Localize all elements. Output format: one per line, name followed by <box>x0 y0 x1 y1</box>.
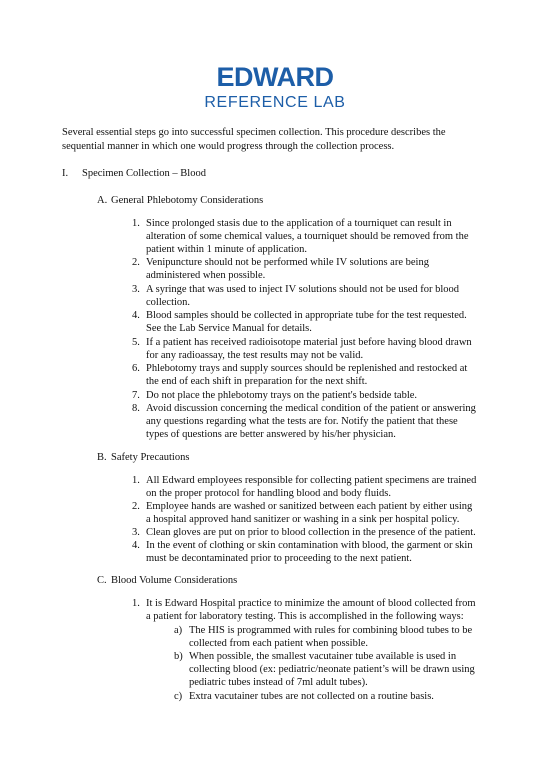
subitem-text <box>189 624 472 650</box>
subsection-b-title: Safety Precautions <box>111 452 190 463</box>
item-number: 2. <box>132 257 140 268</box>
item-line: In the event of clothing or skin contamination with blood, the garment or skin <box>146 540 473 551</box>
logo-edward: EDWARD <box>216 62 334 92</box>
item-line: any questions regarding what the tests are for. Notify the patient that these <box>146 416 458 428</box>
item-line: administered when possible. <box>146 270 266 282</box>
item-number: 2. <box>132 501 140 512</box>
intro-line: sequential manner in which one would progress through the collection process. <box>62 141 395 152</box>
item-number: 6. <box>132 363 140 374</box>
item-line: collection. <box>146 297 191 309</box>
item-number: 7. <box>132 390 140 401</box>
subitem-letter: c) <box>174 691 183 702</box>
section-title: Specimen Collection – Blood <box>82 168 206 179</box>
item-text <box>146 474 476 500</box>
item-line: the end of each shift in preparation for the next shift. <box>146 376 368 388</box>
item-text <box>146 402 476 442</box>
item-line: Since prolonged stasis due to the application of a tourniquet can result in <box>146 218 452 229</box>
subitem-line: collecting blood (ex: pediatric/neonate patient’s will be drawn using <box>189 664 475 676</box>
subitem-line: Extra vacutainer tubes are not collected on a routine basis. <box>189 691 434 702</box>
item-text <box>146 336 472 362</box>
item-line: It is Edward Hospital practice to minimize the amount of blood collected from <box>146 598 476 609</box>
item-number: 4. <box>132 540 140 551</box>
section-number: I. <box>62 168 69 179</box>
item-line: alteration of some chemical values, a tourniquet should be removed from the <box>146 231 469 243</box>
item-number: 3. <box>132 527 140 538</box>
subitem-line: collected from each patient when possible. <box>189 638 369 650</box>
item-text <box>146 526 476 539</box>
item-text <box>146 500 472 526</box>
item-line: See the Lab Service Manual for details. <box>146 323 312 335</box>
item-line: a patient for laboratory testing. This is accomplished in the following ways: <box>146 611 464 623</box>
item-line: patient within 1 minute of application. <box>146 244 307 256</box>
item-text <box>146 256 429 282</box>
item-line: Do not place the phlebotomy trays on the patient's bedside table. <box>146 390 418 401</box>
intro-line: Several essential steps go into successful specimen collection. This procedure describes the <box>62 127 446 138</box>
logo-reference-lab: REFERENCE LAB <box>204 94 346 111</box>
item-line: must be decontaminated prior to proceeding to the next patient. <box>146 553 412 565</box>
subitem-letter: a) <box>174 625 183 636</box>
item-text <box>146 309 467 335</box>
item-line: Phlebotomy trays and supply sources should be replenished and restocked at <box>146 363 468 374</box>
item-text <box>146 539 473 565</box>
item-number: 4. <box>132 310 140 321</box>
item-line: Clean gloves are put on prior to blood collection in the presence of the patient. <box>146 527 476 538</box>
subitem-text <box>189 690 434 703</box>
subsection-b-letter: B. <box>97 452 107 463</box>
item-text <box>146 283 459 309</box>
item-line: for any radioassay, the test results may not be valid. <box>146 350 364 362</box>
item-line: A syringe that was used to inject IV solutions should not be used for blood <box>146 284 460 295</box>
item-number: 3. <box>132 284 140 295</box>
subitem-line: pediatric tubes instead of 7ml adult tubes). <box>189 677 368 689</box>
subsection-a-letter: A. <box>97 195 108 206</box>
item-number: 1. <box>132 598 140 609</box>
item-text <box>146 389 417 402</box>
subitem-text <box>189 650 475 690</box>
subsection-a-title: General Phlebotomy Considerations <box>111 195 264 206</box>
item-number: 1. <box>132 475 140 486</box>
intro-paragraph <box>62 126 446 154</box>
item-line: All Edward employees responsible for collecting patient specimens are trained <box>146 475 477 486</box>
item-text <box>146 217 468 257</box>
item-line: Blood samples should be collected in appropriate tube for the test requested. <box>146 310 467 321</box>
item-text <box>146 362 467 388</box>
subitem-letter: b) <box>174 651 183 662</box>
item-line: on the proper protocol for handling blood and body fluids. <box>146 488 391 500</box>
item-line: a hospital approved hand sanitizer or washing in a sink per hospital policy. <box>146 514 460 526</box>
item-number: 8. <box>132 403 140 414</box>
item-number: 1. <box>132 218 140 229</box>
subsection-c-title: Blood Volume Considerations <box>111 575 238 586</box>
item-line: If a patient has received radioisotope material just before having blood drawn <box>146 337 472 348</box>
subitem-line: When possible, the smallest vacutainer tube available is used in <box>189 651 457 662</box>
item-line: types of questions are better answered by his/her physician. <box>146 429 396 441</box>
item-line: Avoid discussion concerning the medical condition of the patient or answering <box>146 403 476 414</box>
subitem-line: The HIS is programmed with rules for combining blood tubes to be <box>189 625 473 636</box>
item-line: Employee hands are washed or sanitized between each patient by either using <box>146 501 473 512</box>
item-text <box>146 597 476 623</box>
subsection-c-letter: C. <box>97 575 107 586</box>
item-number: 5. <box>132 337 140 348</box>
item-line: Venipuncture should not be performed while IV solutions are being <box>146 257 429 268</box>
